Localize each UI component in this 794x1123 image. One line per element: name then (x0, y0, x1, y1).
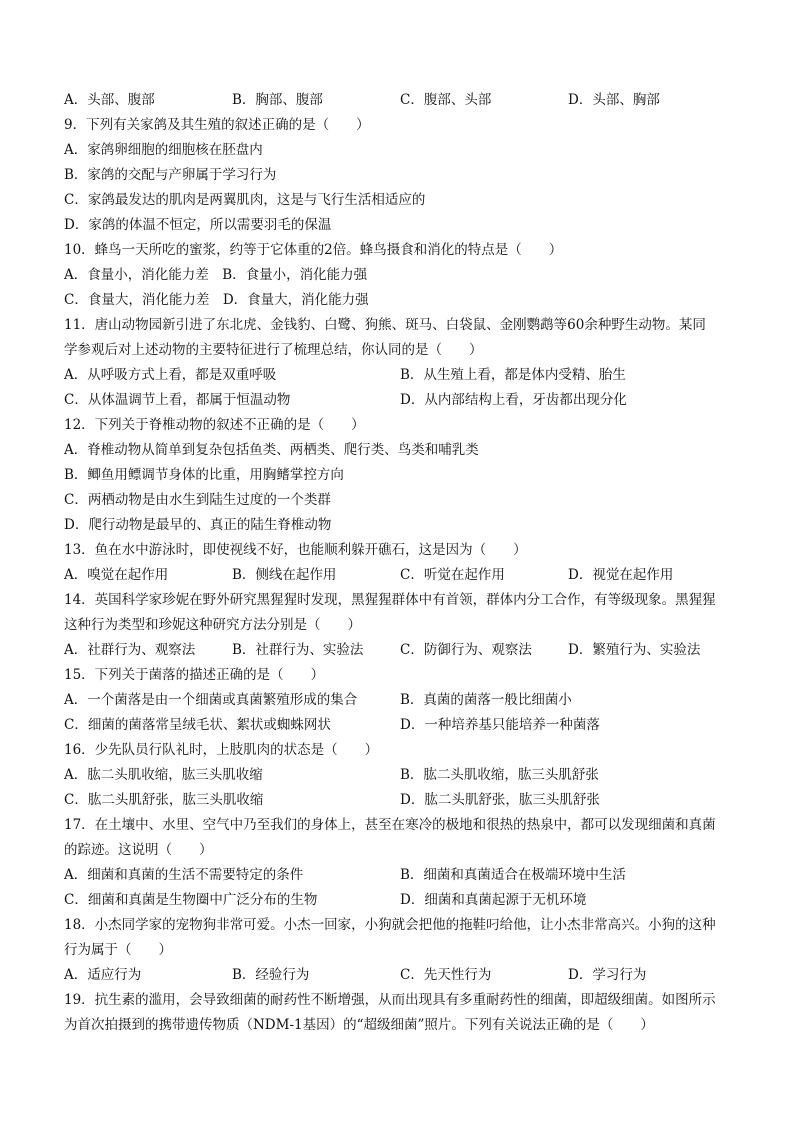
q12-option-d[interactable]: D．爬行动物是最早的、真正的陆生脊椎动物 (64, 517, 332, 533)
q16-option-c[interactable]: C．肱二头肌舒张，肱三头肌收缩 (64, 792, 264, 808)
q18-option-a[interactable]: A．适应行为 (64, 967, 142, 983)
q11-option-a[interactable]: A．从呼吸方式上看，都是双重呼吸 (64, 367, 277, 383)
q13-option-a[interactable]: A．嗅觉在起作用 (64, 567, 169, 583)
q16-option-b[interactable]: B．肱二头肌收缩，肱三头肌舒张 (400, 767, 599, 783)
q13-stem: 13．鱼在水中游泳时，即使视线不好，也能顺利躲开礁石，这是因为（ ） (64, 542, 527, 558)
q18-stem-line2: 行为属于（ ） (64, 942, 172, 958)
q15-option-b[interactable]: B．真菌的菌落一般比细菌小 (400, 692, 572, 708)
q9-stem: 9．下列有关家鸽及其生殖的叙述正确的是（ ） (64, 117, 370, 133)
q11-stem-line2: 学参观后对上述动物的主要特征进行了梳理总结，你认同的是（ ） (64, 342, 483, 358)
q11-option-c[interactable]: C．从体温调节上看，都属于恒温动物 (64, 392, 291, 408)
q18-option-b[interactable]: B．经验行为 (232, 967, 310, 983)
q19-stem-line1: 19．抗生素的滥用，会导致细菌的耐药性不断增强，从而出现具有多重耐药性的细菌，即超级细菌。如图所示 (64, 992, 716, 1008)
q16-option-d[interactable]: D．肱二头肌舒张，肱三头肌舒张 (400, 792, 600, 808)
q15-option-a[interactable]: A．一个菌落是由一个细菌或真菌繁殖形成的集合 (64, 692, 358, 708)
q8-option-c[interactable]: C．腹部、头部 (400, 92, 492, 108)
q12-option-a[interactable]: A．脊椎动物从简单到复杂包括鱼类、两栖类、爬行类、鸟类和哺乳类 (64, 442, 479, 458)
q16-stem: 16．少先队员行队礼时，上肢肌肉的状态是（ ） (64, 742, 379, 758)
q12-stem: 12．下列关于脊椎动物的叙述不正确的是（ ） (64, 417, 365, 433)
q15-option-c[interactable]: C．细菌的菌落常呈绒毛状、絮状或蜘蛛网状 (64, 717, 331, 733)
q11-option-d[interactable]: D．从内部结构上看，牙齿都出现分化 (400, 392, 627, 408)
q18-option-d[interactable]: D．学习行为 (568, 967, 647, 983)
q16-option-a[interactable]: A．肱二头肌收缩，肱三头肌收缩 (64, 767, 263, 783)
q15-stem: 15．下列关于菌落的描述正确的是（ ） (64, 667, 325, 683)
q8-option-a[interactable]: A．头部、腹部 (64, 92, 155, 108)
q18-stem-line1: 18．小杰同学家的宠物狗非常可爱。小杰一回家，小狗就会把他的拖鞋叼给他，让小杰非常高兴。小狗的这种 (64, 917, 716, 933)
q9-option-d[interactable]: D．家鸽的体温不恒定，所以需要羽毛的保温 (64, 217, 332, 233)
q12-option-b[interactable]: B．鲫鱼用鳔调节身体的比重，用胸鳍掌控方向 (64, 467, 344, 483)
q18-option-c[interactable]: C．先天性行为 (400, 967, 492, 983)
q17-stem-line1: 17．在土壤中、水里、空气中乃至我们的身体上，甚至在寒冷的极地和很热的热泉中，都可以发现细菌和真菌 (64, 817, 716, 833)
q14-option-b[interactable]: B．社群行为、实验法 (232, 642, 364, 658)
q11-option-b[interactable]: B．从生殖上看，都是体内受精、胎生 (400, 367, 626, 383)
q14-option-c[interactable]: C．防御行为、观察法 (400, 642, 532, 658)
q13-option-c[interactable]: C．听觉在起作用 (400, 567, 505, 583)
q14-option-d[interactable]: D．繁殖行为、实验法 (568, 642, 701, 658)
q14-stem-line2: 这种行为类型和珍妮这种研究方法分别是（ ） (64, 617, 361, 633)
q17-option-c[interactable]: C．细菌和真菌是生物圈中广泛分布的生物 (64, 892, 318, 908)
q9-option-b[interactable]: B．家鸽的交配与产卵属于学习行为 (64, 167, 277, 183)
q11-stem-line1: 11．唐山动物园新引进了东北虎、金钱豹、白鹭、狗熊、斑马、白袋鼠、金刚鹦鹉等60余种野生动物。某同 (64, 317, 706, 333)
q9-option-c[interactable]: C．家鸽最发达的肌肉是两翼肌肉，这是与飞行生活相适应的 (64, 192, 426, 208)
q12-option-c[interactable]: C．两栖动物是由水生到陆生过度的一个类群 (64, 492, 331, 508)
q8-option-b[interactable]: B．胸部、腹部 (232, 92, 323, 108)
q17-stem-line2: 的踪迹。这说明（ ） (64, 842, 213, 858)
q14-option-a[interactable]: A．社群行为、观察法 (64, 642, 196, 658)
q14-stem-line1: 14．英国科学家珍妮在野外研究黑猩猩时发现，黑猩猩群体中有首领，群体内分工合作，有等级现象。黑猩猩 (64, 592, 716, 608)
q13-option-b[interactable]: B．侧线在起作用 (232, 567, 337, 583)
q15-option-d[interactable]: D．一种培养基只能培养一种菌落 (400, 717, 600, 733)
q10-options-ab[interactable]: A．食量小，消化能力差 B．食量小，消化能力强 (64, 267, 368, 283)
q9-option-a[interactable]: A．家鸽卵细胞的细胞核在胚盘内 (64, 142, 263, 158)
q10-stem: 10．蜂鸟一天所吃的蜜浆，约等于它体重的2倍。蜂鸟摄食和消化的特点是（ ） (64, 242, 563, 258)
q13-option-d[interactable]: D．视觉在起作用 (568, 567, 674, 583)
q8-option-d[interactable]: D．头部、胸部 (568, 92, 660, 108)
q17-option-a[interactable]: A．细菌和真菌的生活不需要特定的条件 (64, 867, 304, 883)
q10-options-cd[interactable]: C．食量大，消化能力差 D．食量大，消化能力强 (64, 292, 369, 308)
q19-stem-line2: 为首次拍摄到的携带遗传物质（NDM-1基因）的“超级细菌”照片。下列有关说法正确的是（ ） (64, 1017, 654, 1033)
q17-option-b[interactable]: B．细菌和真菌适合在极端环境中生活 (400, 867, 626, 883)
q17-option-d[interactable]: D．细菌和真菌起源于无机环境 (400, 892, 587, 908)
